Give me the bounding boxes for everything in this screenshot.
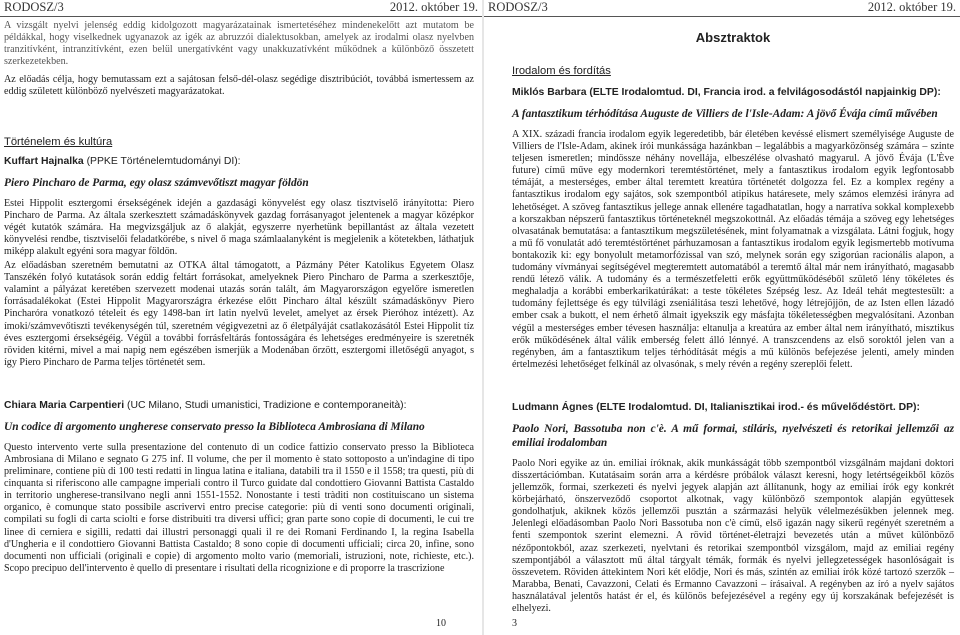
author-name: Kuffart Hajnalka [4,155,84,167]
author-line: Miklós Barbara (ELTE Irodalomtud. DI, Francia irod. a felvilágosodástól napjainkig DP): [512,87,941,98]
left-content [4,20,474,575]
author-affiliation: (PPKE Történelemtudományi DI): [83,155,241,167]
author-line: Ludmann Ágnes (ELTE Irodalomtud. DI, Italianisztikai irod.- és művelődéstört. DP): [512,401,920,413]
page-title: Absztraktok [695,30,771,45]
abstract-title: Piero Pincharo de Parma, egy olasz számvevőtiszt magyar földön [4,176,309,189]
right-content [512,20,954,615]
section-heading: Irodalom és fordítás [512,65,611,77]
header-title: RODOSZ/3 [488,0,548,14]
author-line [4,155,474,168]
running-header [0,0,482,17]
header-title: RODOSZ/3 [4,0,64,14]
abstract-title: Un codice di argomento ungherese conservato presso la Biblioteca Ambrosiana di Milano [4,420,425,433]
right-page [484,0,960,635]
abstract-title: A fantasztikum térhódítása Auguste de Villiers de l'Isle-Adam: A jövő Évája című művében [512,108,938,120]
section-heading: Történelem és kultúra [4,135,113,148]
author-affiliation: (UC Milano, Studi umanistici, Tradizione e contemporaneità): [124,399,407,411]
abstract-paragraph: Az előadásban szeretném bemutatni az OTKA által támogatott, a Pázmány Péter Katolikus Egyetem Olasz Tanszékén folyó kutatások során eddig feltárt forrásokat, amelyeknek Piero Pincharo de Parma a szerkesztője, valamint a pályázat keretében szervezett modenai utazás során talált, ám Magyarországon egyelőre ismeretlen forrásadalékokat (Estei Hippolit Magyarországra érkezése előtt Pincharo által készült számadáskönyv Piero Pincharóra vonatkozó tételeit és egy 1498-ban írt latin nyelvű levelet, amelyet az érsek Pieróhoz intézett). Az ímoki/számvevőtiszti tevékenységén túl, szeretném végigvezetni az ő életpályáját csatlakozásától Estei Hippolit tíz éves esztergomi érsekségéig. Végül a további forrásfeltárás fontosságára és lehetséges eredményeire is szeretnék röviden kitérni, mivel a mai napig nem egészében ismerjük a Modenában őrzött, esztergomi illetőségű anyagot, s így Piero Pincharo de Parma teljes történetét sem. [4,260,474,368]
author-name: Chiara Maria Carpentieri [4,399,125,411]
header-date: 2012. október 19. [389,0,478,14]
intro-paragraph: Az előadás célja, hogy bemutassam ezt a sajátosan felső-dél-olasz segédige disztribúciót, továbbá ismertessem az eddig született különböző nyelvészeti magyarázatokat. [4,74,474,98]
abstract-paragraph: Questo intervento verte sulla presentazione del contenuto di un codice fattizio conservato presso la Biblioteca Ambrosiana di Milano e segnato G 275 inf. Il volume, che per il momento è stato sottoposto a un'indagine di tipo preliminare, contiene più di 100 testi redatti in lingua latina e italiana, databili tra il 1550 e il 1558; tra questi, più di cinquanta si riferiscono alle campagne imperiali contro il Turco guidate dal condottiero Giovanni Battista Castaldo in territorio ungherese-transilvano negli anni 1551-1552. Nonostante i testi tràditi non costituiscano un sistema organico, è comunque stato possibile ascrivervi entro precise categorie: più di venti sono documenti originali, compilati su fogli di carta sciolti e forse distribuiti tra diversi uffici; gran parte sono copie di documenti, le cui tre linee di cerniera e sigilli, redatti dai illustri personaggi quali il re dei Romani Ferdinando I, la regina Isabella d'Ungheria e il condottiero Giovanni Battista Castaldo; 8 sono copie di documenti ufficiali; circa 20, infine, sono documenti non ufficiali (originali e copie) di argomento molto vario (memoriali, istruzioni, note, richieste, etc.). Scopo precipuo dell'intervento è quello di presentare i risultati della ricognizione e di proporre la trascrizione [4,441,474,574]
author-line [4,399,474,412]
abstract-paragraph: A XIX. századi francia irodalom egyik legeredetibb, bár életében kevéssé elismert személyisége Auguste de Villiers de l'Isle-Adam, akinek írói munkássága hazánkban – legalábbis a magyarközönség számára – szinte teljesen ismeretlen; mindössze néhány novellája, elbeszélése olvasható magyarul. A jövő Évája (L'Ève future) című műve egy modernkori teremtéstörténet, mely a fantasztikus irodalom egyik legfontosabb témáját, a mesterséges, ember által teremtett kreatúra történetét dolgozza fel. Ez a komplex regény a fantasztikus irodalom egy sajátos, sok szempontból atipikus határesete, mely számos elemzési irányra ad lehetőséget. A szöveg fantasztikus jellege annak ellenére tagadhatatlan, hogy a narratíva sokkal komplexebb a korszakban népszerű fantasztikus történeteknél megszokottnál. Az előadás témája a szöveg egy lehetséges olvasatának bemutatása: a fantasztikum megszületésének, mint folyamatnak a vizsgálata. Látni fogjuk, hogy a mű fő vonulatát adó teremtéstörténet párhuzamosan a fantasztikus irodalom egyik legismertebb motívuma bontakozik ki: egy bonyolult metamorfózissal van szó, melynek során egy szigorúan racionális alapon, a tudomány vívmányai segítségével megteremtett automatából a teremtő által már nem irányítható, magasabb rendű létező válik. A tudomány és a természetfeletti erők együttműködéséből születő lény tökéletes és meghaladja a korábbi emberkarikatúrákat: a teste tökéletes Szépség lesz. Az Ideál tehát megtestesült: a tudomány fejlettsége és egy túlvilági zseniálitása teszi lehetővé, hogy létrejöjjön, de az Isten ellen lázadó ember csak a bukott, el nem érhető álmait igyekszik egy másfajta tökéletességben megvalósítani. Azonban végül a mesterséges ember tévesen használja: eltanulja a kreatúra az ember által nem irányítható, misztikus erők működésének által válik emberség felett álló lénnyé. A transzcendens az első soroktól jelen van a regényben, ám a fantasztikum teljes térhódítását mégis a mű különös befejezése jelenti, amely minden értelmezési lehetőséget felkínál az olvasónak, s mely révén a regény szereplői felett. [512,129,954,370]
header-date: 2012. október 19. [867,0,956,14]
abstract-paragraph: Estei Hippolit esztergomi érsekségének idején a gazdasági könyvelést egy olasz tisztviselő irányította: Piero Pincharo de Parma. Az általa szerkesztett számadáskönyvek gazdag forrásanyagot jelentenek a magyar középkor végét kutatók számára. Ha megvizsgáljuk az ő alakját, egyszerre nyerhetünk bepillantást az általa vezetett könyvelési rendbe, tisztviselői feladatkörébe, s nivel ő maga számlaalanyként is megjelenik a kötetekben, láthatjuk miképp alakult egyéni sora magyar földön. [4,197,474,257]
running-header [484,0,960,17]
abstract-title: Paolo Nori, Bassotuba non c'è. A mű formai, stiláris, nyelvészeti és retorikai jellemzői az emiliai irodalomban [512,422,954,449]
intro-paragraph: A vizsgált nyelvi jelenség eddig kidolgozott magyarázatainak ismertetéséhez mindenekelőtt azt mutatom be példákkal, hogy viselkednek ugyanazok az igék az abruzzói dialektusokban, amelyek az irodalmi olasz nyelvben tranzitívként, intranzitívként, ezen belül unergatívként vagy unakkuzatívként működnek a különböző összetett szerkezetekben. [4,20,474,68]
abstract-paragraph: Paolo Nori egyike az ún. emiliai íróknak, akik munkásságát több szempontból vizsgálnám majdani doktori disszertációmban. Kutatásaim során arra a kérdésre próbálok választ keresni, hogy letértségeikből közös jellemzők, formai, szerkezeti és nyelvi jegyek alapján azt állítanunk, hogy az emiliai írók egy konkrét körbejárható, önszerveződő csoportot alkotnak, vagy különböző szempontok alapján együttesek gondolhatjuk, akiknek közös jellemzői pusztán a származási helyük vélelmezésükben jelennek meg. Jelenlegi előadásomban Paolo Nori Bassotuba non c'è című, első igazán nagy sikerű regényét szeretném a fenti szempontok szerint elemezni. A rövid történet-életrajzi bevezetés után a művet különböző nézőpontokból, azaz szerkezeti, nyelvtani és retorikai szempontból vizsgálom, majd az emiliai regény szempontjából a választott mű által tárgyalt témák, formák és nyelvi jellegzetességek hasonlóságait is összevetem. Röviden áttekintem Nori két elődje, Nori és más, szintén az emiliai írók közé tartozó szerzők – Marabba, Benati, Cavazzoni, Celati és Ermanno Cavazzoni – írásaival. A regényben az író a nyelv sajátos használatával jelentős hatást ér el, és különös befejezésével a regény egy új korszakának befejezését is elhelyezi. [512,457,954,614]
page-number: 3 [512,618,517,629]
page-number: 10 [436,618,446,629]
